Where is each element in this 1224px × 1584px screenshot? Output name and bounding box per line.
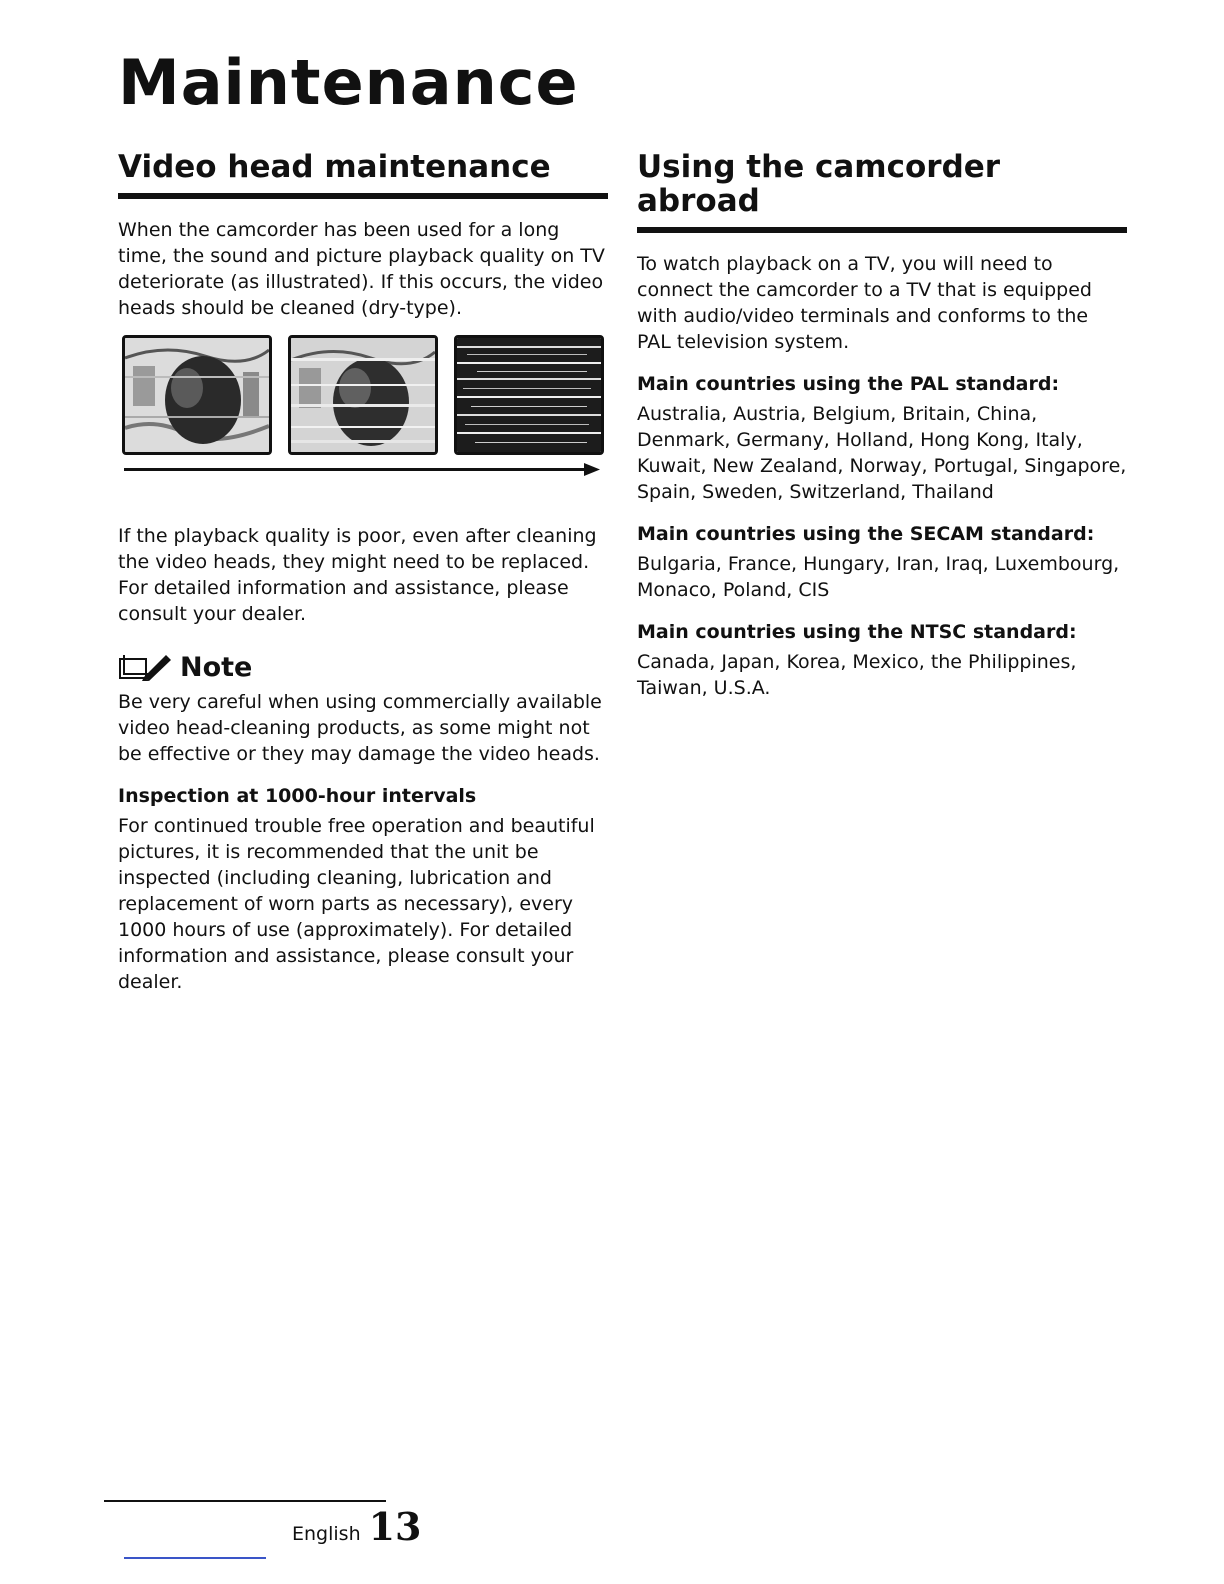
ntsc-title: Main countries using the NTSC standard:	[637, 621, 1077, 644]
video-head-intro: When the camcorder has been used for a long time, the sound and picture playback quality on TV deteriorate (as illustrated). If this occurs, the video heads should be cleaned (dry-type).	[118, 219, 605, 320]
abroad-title: Using the camcorder abroad	[637, 150, 1127, 233]
pal-title: Main countries using the PAL standard:	[637, 373, 1060, 396]
note-book-pencil-icon	[118, 651, 174, 681]
footer-language: English	[292, 1523, 361, 1545]
right-arrow-icon	[124, 463, 600, 477]
inspection-title: Inspection at 1000-hour intervals	[118, 785, 477, 808]
note-heading	[118, 651, 608, 684]
video-head-title: Video head maintenance	[118, 150, 608, 199]
tv-image-heavy-noise	[454, 335, 604, 455]
secam-title: Main countries using the SECAM standard:	[637, 523, 1095, 546]
playback-quality-illustration	[118, 335, 608, 485]
secam-countries: Bulgaria, France, Hungary, Iran, Iraq, Luxembourg, Monaco, Poland, CIS	[637, 553, 1120, 602]
pal-countries: Australia, Austria, Belgium, Britain, China, Denmark, Germany, Holland, Hong Kong, Italy, Kuwait, New Zealand, Norway, Portugal, Singapore, Spain, Sweden, Switzerland, Thailand	[637, 403, 1127, 504]
ntsc-countries: Canada, Japan, Korea, Mexico, the Philippines, Taiwan, U.S.A.	[637, 651, 1077, 700]
video-head-section	[118, 150, 608, 995]
poor-quality-text: If the playback quality is poor, even after cleaning the video heads, they might need to be replaced. For detailed information and assistance, please consult your dealer.	[118, 525, 597, 626]
footer-blue-rule	[124, 1557, 266, 1559]
inspection-text: For continued trouble free operation and beautiful pictures, it is recommended that the unit be inspected (including cleaning, lubrication and replacement of worn parts as necessary), every 1000 hours of use (approximately). For detailed information and assistance, please consult your dealer.	[118, 815, 595, 994]
page-number: 13	[368, 1504, 422, 1549]
page-footer	[292, 1504, 422, 1549]
page-title: Maintenance	[118, 46, 579, 119]
footer-rule	[104, 1500, 386, 1502]
abroad-intro: To watch playback on a TV, you will need to connect the camcorder to a TV that is equipped with audio/video terminals and conforms to the PAL television system.	[637, 253, 1092, 354]
note-label: Note	[180, 652, 253, 684]
tv-image-more-noise	[288, 335, 438, 455]
tv-image-slight-noise	[122, 335, 272, 455]
abroad-section	[637, 150, 1127, 701]
note-text: Be very careful when using commercially available video head-cleaning products, as some might not be effective or they may damage the video heads.	[118, 691, 602, 766]
